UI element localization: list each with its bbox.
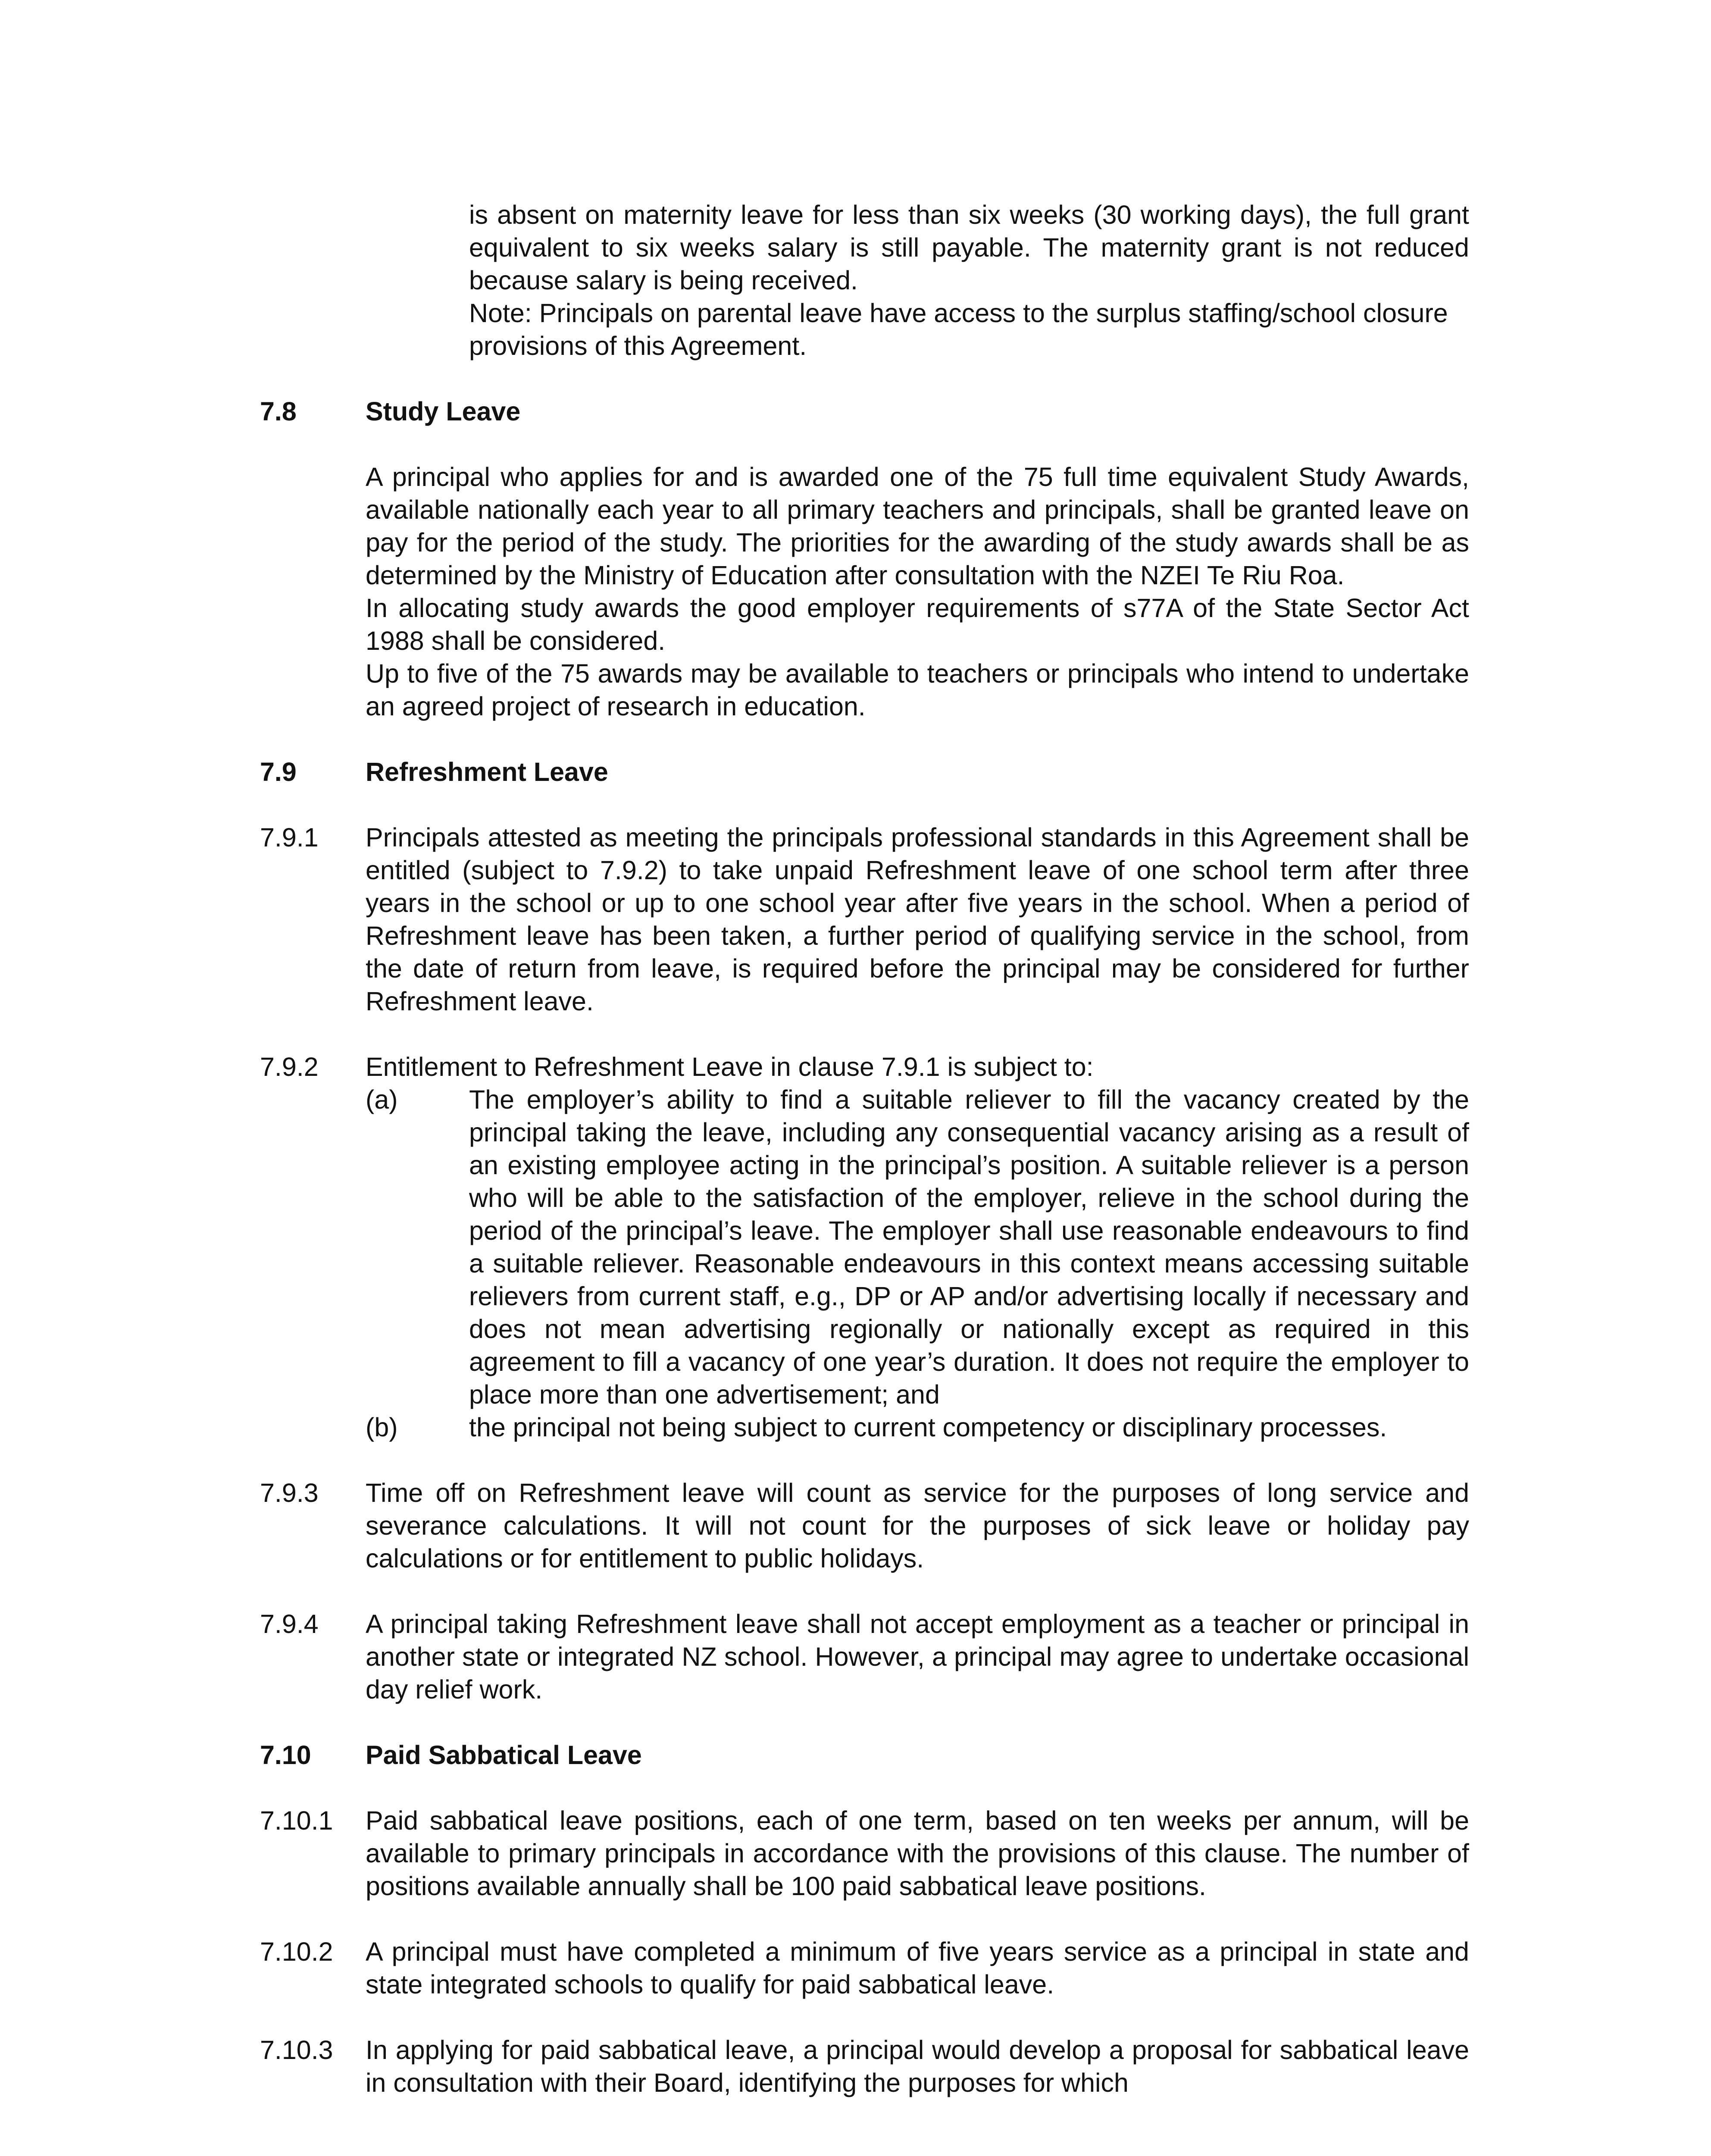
clause-number: 7.9.4 [260, 1609, 319, 1639]
clause-text: In applying for paid sabbatical leave, a principal would develop a proposal for sabbatical leave in consultation with their Board, identifying the purposes for which [366, 2035, 1469, 2097]
section-7-10-heading [0, 1739, 1711, 1771]
clause-number: 7.10.3 [260, 2035, 333, 2065]
sub-item-label: (a) [366, 1085, 398, 1114]
clause-text: A principal must have completed a minimum of five years service as a principal in state and state integrated schools to qualify for paid sabbatical leave. [366, 1937, 1469, 1999]
intro-paragraph: is absent on maternity leave for less than six weeks (30 working days), the full grant equivalent to six weeks salary is still payable. The maternity grant is not reduced because salary is being received. [469, 200, 1469, 295]
sub-item-text: The employer’s ability to find a suitable reliever to fill the vacancy created by the principal taking the leave, including any consequential vacancy arising as a result of an existing employee acting in the principal’s position. A suitable reliever is a person who will be able to the satisfaction of the employer, relieve in the school during the period of the principal’s leave. The employer shall use reasonable endeavours to find a suitable reliever. Reasonable endeavours in this context means accessing suitable relievers from current staff, e.g., DP or AP and/or advertising locally if necessary and does not mean advertising regionally or nationally except as required in this agreement to fill a vacancy of one year’s duration. It does not require the employer to place more than one advertisement; and [469, 1085, 1469, 1409]
study-leave-paragraph-3: Up to five of the 75 awards may be available to teachers or principals who intend to undertake an agreed project of research in education. [366, 659, 1469, 721]
intro-continuation [0, 198, 1711, 362]
clause-number: 7.9.1 [260, 823, 319, 852]
section-title: Refreshment Leave [366, 757, 608, 787]
page-content [0, 198, 1711, 2099]
clause-number: 7.10.2 [260, 1937, 333, 1966]
section-7-8-heading [0, 395, 1711, 428]
clause-7-10-1 [0, 1804, 1711, 1902]
clause-7-9-2 [0, 1050, 1711, 1083]
clause-7-9-2-b [0, 1411, 1711, 1444]
sub-item-text: the principal not being subject to current competency or disciplinary processes. [469, 1413, 1387, 1442]
section-number: 7.10 [260, 1740, 311, 1770]
intro-note: Note: Principals on parental leave have access to the surplus staffing/school closure provisions of this Agreement. [469, 298, 1448, 360]
section-7-8-body [0, 461, 1711, 723]
section-7-9-heading [0, 755, 1711, 788]
study-leave-paragraph-1: A principal who applies for and is awarded one of the 75 full time equivalent Study Awards, available nationally each year to all primary teachers and principals, shall be granted leave on pay for the period of the study. The priorities for the awarding of the study awards shall be as determined by the Ministry of Education after consultation with the NZEI Te Riu Roa. [366, 462, 1469, 590]
section-title: Study Leave [366, 397, 521, 426]
clause-7-9-1 [0, 821, 1711, 1018]
clause-7-9-4 [0, 1608, 1711, 1706]
clause-text: Entitlement to Refreshment Leave in clause 7.9.1 is subject to: [366, 1052, 1094, 1081]
clause-text: Paid sabbatical leave positions, each of one term, based on ten weeks per annum, will be available to primary principals in accordance with the provisions of this clause. The number of positions available annually shall be 100 paid sabbatical leave positions. [366, 1806, 1469, 1901]
clause-7-10-2 [0, 1935, 1711, 2001]
clause-text: Time off on Refreshment leave will count as service for the purposes of long service and severance calculations. It will not count for the purposes of sick leave or holiday pay calculations or for entitlement to public holidays. [366, 1478, 1469, 1573]
clause-7-9-3 [0, 1476, 1711, 1575]
clause-text: A principal taking Refreshment leave shall not accept employment as a teacher or principal in another state or integrated NZ school. However, a principal may agree to undertake occasional day relief work. [366, 1609, 1469, 1704]
clause-7-9-2-a [0, 1083, 1711, 1411]
clause-text: Principals attested as meeting the principals professional standards in this Agreement shall be entitled (subject to 7.9.2) to take unpaid Refreshment leave of one school term after three years in the school or up to one school year after five years in the school. When a period of Refreshment leave has been taken, a further period of qualifying service in the school, from the date of return from leave, is required before the principal may be considered for further Refreshment leave. [366, 823, 1469, 1016]
clause-number: 7.9.2 [260, 1052, 319, 1081]
sub-item-label: (b) [366, 1413, 398, 1442]
section-number: 7.9 [260, 757, 297, 787]
section-number: 7.8 [260, 397, 297, 426]
clause-number: 7.10.1 [260, 1806, 333, 1835]
section-title: Paid Sabbatical Leave [366, 1740, 642, 1770]
clause-7-10-3 [0, 2034, 1711, 2099]
study-leave-paragraph-2: In allocating study awards the good employer requirements of s77A of the State Sector Act 1988 shall be considered. [366, 593, 1469, 655]
clause-number: 7.9.3 [260, 1478, 319, 1507]
